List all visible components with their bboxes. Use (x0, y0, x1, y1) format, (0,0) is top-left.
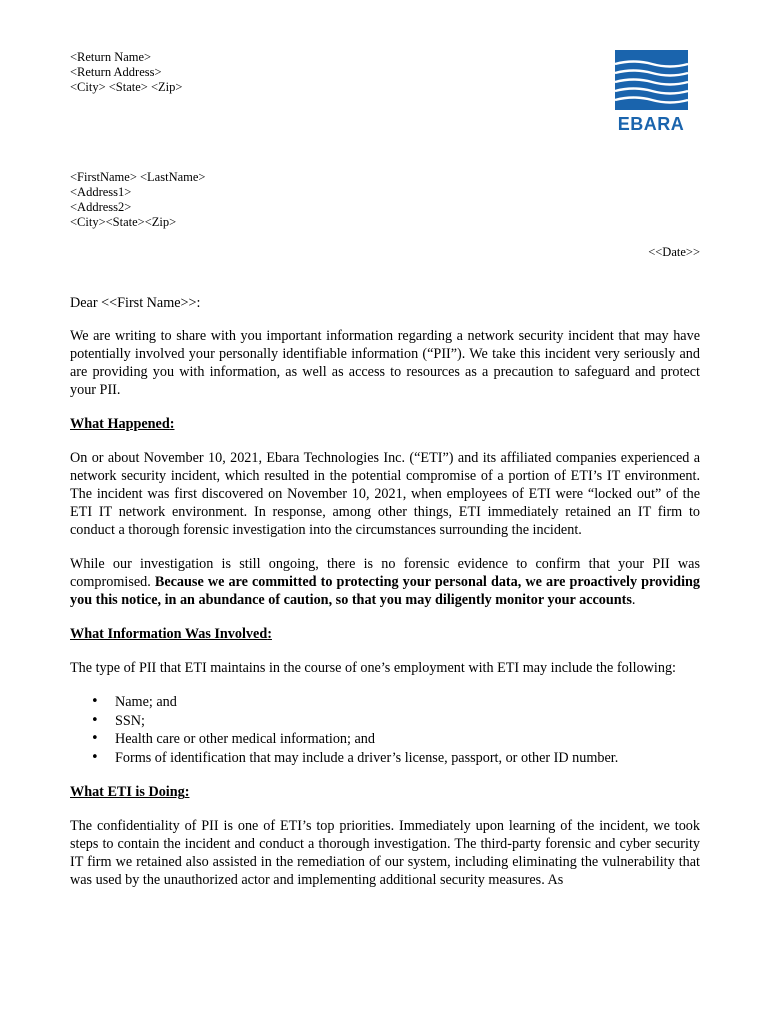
list-item: • SSN; (115, 712, 700, 731)
what-happened-paragraph-1: On or about November 10, 2021, Ebara Technologies Inc. (“ETI”) and its affiliated companies experienced a network security incident, which resulted in the potential compromise of a portion of ETI’s IT environment. The incident was first discovered on November 10, 2021, when employees of ETI were “locked out” of the ETI IT network environment. In response, among other things, ETI immediately retained an IT firm to conduct a thorough forensic investigation into the circumstances surrounding the incident. (70, 450, 700, 538)
intro-paragraph: We are writing to share with you important information regarding a network security incident that may have potentially involved your personally identifiable information (“PII”). We take this incident very seriously and are providing you with information, as well as access to resources as a precaution to safeguard and protect your PII. (70, 328, 700, 398)
section-heading-what-information: What Information Was Involved: (70, 626, 272, 642)
what-happened-paragraph-2 (70, 555, 700, 609)
section-heading-what-eti-is-doing: What ETI is Doing: (70, 784, 190, 800)
list-item: • Health care or other medical information; and (115, 730, 700, 749)
recipient-name-line: <FirstName> <LastName> (70, 170, 206, 184)
heading-text: What ETI is Doing (70, 784, 185, 800)
return-address (70, 50, 182, 95)
recipient-address2-line: <Address2> (70, 200, 132, 214)
return-address-line: <Return Address> (70, 65, 162, 79)
what-information-intro: The type of PII that ETI maintains in the course of one’s employment with ETI may include the following: (70, 660, 676, 676)
svg-text:EBARA: EBARA (617, 114, 685, 132)
what-eti-doing-paragraph: The confidentiality of PII is one of ETI’s top priorities. Immediately upon learning of the incident, we took steps to contain the incident and conduct a thorough investigation. The third-party forensic and cyber security IT firm we retained also assisted in the remediation of our system, including eliminating the vulnerability that was used by the unauthorized actor and implementing additional security measures. As (70, 818, 700, 888)
ebara-logo-icon (612, 50, 690, 132)
recipient-city-line: <City><State><Zip> (70, 215, 177, 229)
section-heading-what-happened: What Happened: (70, 416, 175, 432)
letter-body (70, 294, 700, 905)
list-item: • Name; and (115, 693, 700, 712)
list-item: • Forms of identification that may include a driver’s license, passport, or other ID number. (115, 749, 700, 768)
recipient-address (70, 170, 205, 230)
heading-text: What Happened (70, 416, 170, 432)
p2-end-text: . (631, 592, 636, 608)
recipient-address1-line: <Address1> (70, 185, 132, 199)
return-name-line: <Return Name> (70, 50, 152, 64)
heading-text: What Information Was Involved (70, 626, 268, 642)
p2-bold-text: Because we are committed to protecting your personal data, we are proactively providing you this notice, in an abundance of caution, so that you may diligently monitor your accounts (70, 574, 701, 608)
letter-date: <<Date>> (648, 245, 700, 259)
salutation: Dear <<First Name>>: (70, 295, 201, 311)
return-city-line: <City> <State> <Zip> (70, 80, 183, 94)
p2-plain-text: While our investigation is still ongoing, there is no forensic evidence to confirm that your PII was compromised. (70, 556, 700, 590)
pii-list (70, 693, 700, 767)
